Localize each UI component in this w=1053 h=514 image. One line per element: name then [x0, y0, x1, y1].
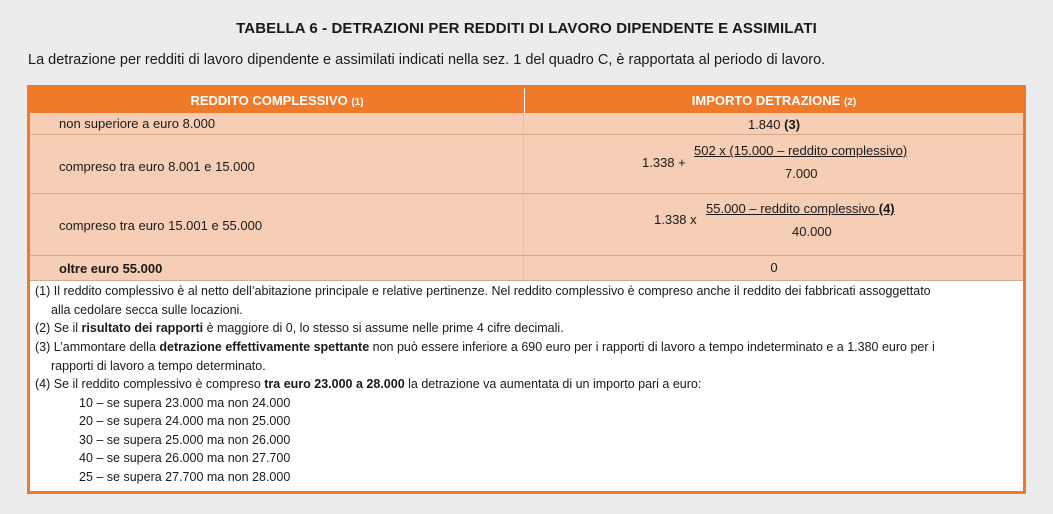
table-row	[30, 194, 1023, 256]
formula-prefix: 1.338 +	[642, 155, 686, 170]
header-amount-ref: (2)	[843, 97, 857, 108]
deduction-formula	[525, 135, 1023, 193]
footnote-4-pre: (4) Se il reddito complessivo è compreso	[35, 377, 265, 391]
formula-numerator-ref: (4)	[878, 201, 895, 216]
footnote-1-line2: alla cedolare secca sulle locazioni.	[51, 302, 243, 317]
increment-item: 10 – se supera 23.000 ma non 24.000	[79, 396, 291, 410]
footnote-3-bold: detrazione effettivamente spettante	[159, 340, 370, 354]
increment-item: 25 – se supera 27.700 ma non 28.000	[79, 470, 291, 484]
formula-prefix: 1.338 x	[654, 212, 697, 227]
intro-text: La detrazione per redditi di lavoro dipendente e assimilati indicati nella sez. 1 del quadro C, è rapportata al periodo di lavoro.	[28, 52, 826, 68]
amount-ref: (3)	[784, 117, 801, 132]
formula-denominator: 40.000	[792, 224, 832, 239]
amount-cell	[525, 113, 1023, 134]
header-income-ref: (1)	[351, 97, 364, 108]
income-cell	[30, 256, 524, 280]
table-row	[30, 113, 1023, 135]
footnote-1-line1: (1) Il reddito complessivo è al netto dell’abitazione principale e relative pertinenze. Nel reddito complessivo è compreso anche il reddito dei fabbricati assoggettato	[35, 284, 931, 298]
amount-cell	[525, 135, 1023, 193]
formula-numerator: 502 x (15.000 – reddito complessivo)	[694, 143, 908, 158]
footnote-4-post: la detrazione va aumentata di un importo pari a euro:	[404, 377, 702, 391]
income-cell	[30, 113, 524, 134]
income-cell	[30, 135, 524, 193]
deduction-table-frame	[27, 85, 1026, 494]
amount-cell	[525, 194, 1023, 255]
increment-item: 20 – se supera 24.000 ma non 25.000	[79, 414, 291, 428]
increment-item: 30 – se supera 25.000 ma non 26.000	[79, 433, 291, 447]
table-header	[30, 88, 1023, 113]
income-text: non superiore a euro 8.000	[59, 116, 216, 131]
footnote-1	[35, 282, 1020, 319]
footnote-2-pre: (2) Se il	[35, 321, 82, 335]
formula-numerator	[706, 201, 895, 216]
footnote-2	[35, 319, 1020, 338]
amount-cell	[525, 256, 1023, 280]
header-income	[30, 88, 524, 113]
formula-numerator-text: 55.000 – reddito complessivo	[706, 201, 876, 216]
footnote-2-bold: risultato dei rapporti	[81, 321, 204, 335]
table-row	[30, 135, 1023, 194]
amount-value	[525, 117, 1023, 132]
income-text: compreso tra euro 15.001 e 55.000	[59, 218, 263, 233]
amount-value: 0	[770, 260, 778, 275]
footnote-4	[35, 375, 1020, 394]
formula-denominator: 7.000	[785, 166, 818, 181]
header-amount	[525, 88, 1023, 113]
footnote-3-pre: (3) L’ammontare della	[35, 340, 160, 354]
footnote-3	[35, 338, 1020, 375]
table-row	[30, 256, 1023, 281]
header-income-label: REDDITO COMPLESSIVO	[190, 93, 348, 108]
deduction-formula	[525, 194, 1023, 255]
footnote-2-post: è maggiore di 0, lo stesso si assume nelle prime 4 cifre decimali.	[203, 321, 564, 335]
page-title: TABELLA 6 - DETRAZIONI PER REDDITI DI LAVORO DIPENDENTE E ASSIMILATI	[236, 20, 817, 37]
amount-number: 1.840	[747, 117, 781, 132]
footnote-3-line2: rapporti di lavoro a tempo determinato.	[51, 358, 266, 373]
income-text: compreso tra euro 8.001 e 15.000	[59, 159, 255, 174]
footnote-4-bold: tra euro 23.000 a 28.000	[264, 377, 405, 391]
increment-item: 40 – se supera 26.000 ma non 27.700	[79, 451, 291, 465]
footnote-3-post: non può essere inferiore a 690 euro per i rapporti di lavoro a tempo indeterminato e a 1.380 euro per i	[369, 340, 935, 354]
income-cell	[30, 194, 524, 255]
header-amount-label: IMPORTO DETRAZIONE	[691, 93, 841, 108]
income-text: oltre euro 55.000	[59, 261, 163, 276]
